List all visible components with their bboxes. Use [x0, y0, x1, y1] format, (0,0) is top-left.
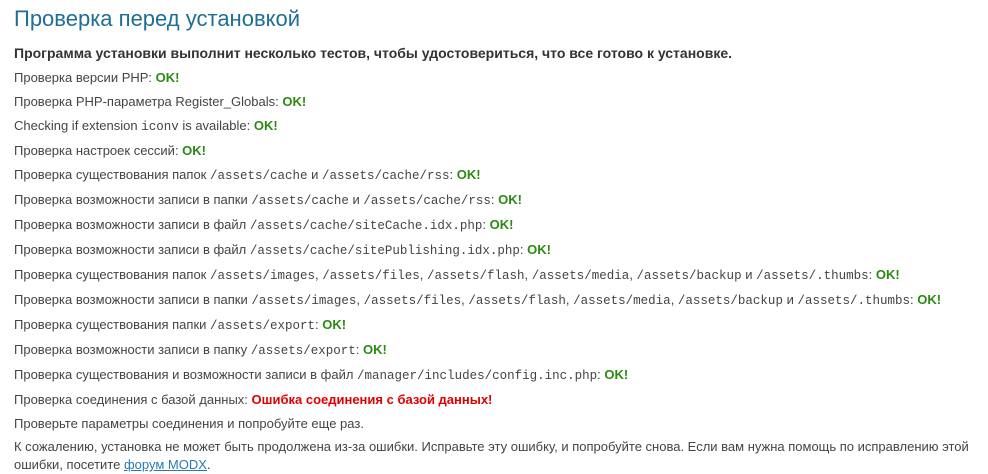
intro-text: Программа установки выполнит несколько тестов, чтобы удостовериться, что все готово к установке. — [14, 45, 732, 61]
check-label: , — [565, 292, 574, 307]
check-item — [14, 217, 974, 234]
check-item — [14, 292, 974, 309]
check-label: : — [490, 192, 499, 207]
check-label: и — [307, 167, 323, 182]
check-path: iconv — [141, 120, 179, 134]
check-label: и — [741, 267, 757, 282]
check-path: /assets/media — [573, 294, 671, 308]
status-ok: OK! — [604, 367, 629, 382]
check-item — [14, 267, 974, 284]
retry-message: Проверьте параметры соединения и попробуйте еще раз. — [14, 416, 364, 431]
check-path: /assets/cache — [251, 194, 349, 208]
check-label: Проверка возможности записи в файл — [14, 217, 250, 232]
failure-text: К сожалению, установка не может быть продолжена из-за ошибки. Исправьте эту ошибку, и попробуйте снова. Если вам нужна помощь по исправлению этой ошибки, посетите — [14, 439, 969, 472]
check-label: : — [449, 167, 457, 182]
status-ok: OK! — [282, 94, 307, 109]
check-label: и — [782, 292, 798, 307]
check-label: , — [315, 267, 323, 282]
check-label: , — [419, 267, 428, 282]
check-label: Проверка возможности записи в папку — [14, 342, 251, 357]
checks-list — [14, 70, 974, 408]
check-path: /manager/includes/config.inc.php — [357, 369, 598, 383]
check-label: Проверка существования и возможности записи в файл — [14, 367, 358, 382]
check-path: /assets/backup — [677, 294, 783, 308]
check-path: /assets/images — [209, 269, 316, 283]
check-label: Checking if extension — [14, 118, 142, 133]
check-path: /assets/files — [322, 269, 420, 283]
check-label: и — [348, 192, 364, 207]
status-ok: OK! — [322, 317, 347, 332]
check-path: /assets/export — [210, 319, 316, 333]
check-label: , — [524, 267, 532, 282]
status-ok: OK! — [489, 217, 514, 232]
check-label: Проверка возможности записи в папки — [14, 192, 252, 207]
check-item — [14, 192, 974, 209]
status-error: Ошибка соединения с базой данных! — [251, 392, 493, 407]
failure-suffix: . — [206, 457, 211, 472]
check-label: Проверка существования папки — [14, 317, 211, 332]
status-ok: OK! — [182, 143, 207, 158]
status-ok: OK! — [155, 70, 180, 85]
check-path: /assets/export — [250, 344, 356, 358]
check-label: , — [461, 292, 469, 307]
check-label: , — [670, 292, 678, 307]
check-item — [14, 317, 974, 334]
check-item — [14, 143, 974, 159]
status-ok: OK! — [456, 167, 481, 182]
check-label: Проверка соединения с базой данных: — [14, 392, 252, 407]
check-path: /assets/files — [363, 294, 462, 308]
check-label: Проверка возможности записи в файл — [14, 242, 250, 257]
status-ok: OK! — [875, 267, 900, 282]
status-ok: OK! — [917, 292, 942, 307]
check-path: /assets/cache/siteCache.idx.php — [249, 219, 483, 233]
check-path: /assets/media — [531, 269, 630, 283]
check-path: /assets/flash — [427, 269, 525, 283]
check-path: /assets/flash — [468, 294, 566, 308]
check-label: : — [597, 367, 605, 382]
check-item — [14, 242, 974, 259]
status-ok: OK! — [363, 342, 387, 357]
check-item — [14, 70, 974, 86]
check-label: : — [355, 342, 364, 357]
check-path: /assets/cache/rss — [363, 194, 491, 208]
status-ok: OK! — [253, 118, 278, 133]
check-label: Проверка настроек сессий: — [14, 143, 183, 158]
check-path: /assets/.thumbs — [797, 294, 910, 308]
check-label: , — [356, 292, 364, 307]
check-item — [14, 167, 974, 184]
check-label: Проверка PHP-параметра Register_Globals: — [14, 94, 283, 109]
page-title: Проверка перед установкой — [14, 6, 301, 31]
status-ok: OK! — [498, 192, 522, 207]
check-path: /assets/backup — [636, 269, 742, 283]
check-path: /assets/cache/rss — [322, 169, 450, 183]
modx-forum-link[interactable]: форум MODX — [123, 457, 207, 472]
check-label: Проверка возможности записи в папки — [14, 292, 252, 307]
check-path: /assets/cache — [209, 169, 308, 183]
status-ok: OK! — [527, 242, 551, 257]
check-label: is available: — [178, 118, 254, 133]
check-label: : — [909, 292, 918, 307]
check-label: : — [519, 242, 528, 257]
check-item — [14, 342, 974, 359]
check-path: /assets/cache/sitePublishing.idx.php — [249, 244, 520, 258]
check-path: /assets/images — [251, 294, 357, 308]
check-label: Проверка существования папок — [14, 267, 210, 282]
check-label: Проверка версии PHP: — [14, 70, 156, 85]
check-label: , — [629, 267, 637, 282]
check-label: Проверка существования папок — [14, 167, 210, 182]
check-label: : — [482, 217, 490, 232]
check-label: : — [315, 317, 323, 332]
check-item — [14, 392, 974, 408]
failure-message — [14, 438, 979, 474]
check-item — [14, 367, 974, 384]
check-label: : — [868, 267, 876, 282]
check-path: /assets/.thumbs — [756, 269, 869, 283]
check-item — [14, 94, 974, 110]
check-item — [14, 118, 974, 135]
